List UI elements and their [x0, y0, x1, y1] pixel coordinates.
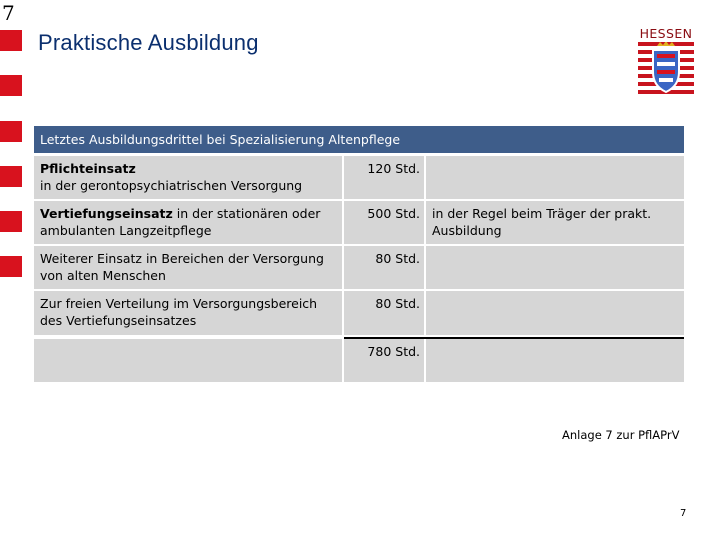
table-row-4-note [426, 291, 684, 335]
table-row-3-hours: 80 Std. [344, 246, 424, 289]
row-1-label-rest: in der gerontopsychiatrischen Versorgung [40, 178, 303, 193]
table-row-2-hours: 500 Std. [344, 201, 424, 244]
table-row-1-note [426, 156, 684, 199]
row-2-label-bold: Vertiefungseinsatz [40, 206, 173, 221]
page-title: Praktische Ausbildung [38, 30, 259, 55]
table-row-3-label: Weiterer Einsatz in Bereichen der Versorgung von alten Menschen [34, 246, 342, 289]
side-bar-6 [0, 256, 22, 277]
table-header: Letztes Ausbildungsdrittel bei Spezialisierung Altenpflege [34, 126, 684, 153]
coat-of-arms-icon [638, 42, 694, 98]
side-bar-2 [0, 75, 22, 96]
footer-note: Anlage 7 zur PflAPrV [562, 428, 680, 442]
row-1-label-bold: Pflichteinsatz [40, 161, 136, 176]
side-bar-3 [0, 121, 22, 142]
table-total-label [34, 339, 342, 382]
side-bar-5 [0, 211, 22, 232]
side-bar-1 [0, 30, 22, 51]
page-number: 7 [680, 508, 687, 519]
table-row-1-hours: 120 Std. [344, 156, 424, 199]
slide-number-top: 7 [2, 1, 15, 25]
logo-text: HESSEN [639, 26, 693, 41]
table-row-2-note: in der Regel beim Träger der prakt. Ausbildung [426, 201, 684, 244]
table-row-4-hours: 80 Std. [344, 291, 424, 335]
hessen-logo [638, 26, 694, 98]
table-row-1-label [34, 156, 342, 199]
table-total-hours: 780 Std. [344, 339, 424, 382]
side-bar-4 [0, 166, 22, 187]
row-2-label-rest: in der stationären oder ambulanten Langzeitpflege [40, 206, 321, 238]
table-total-note [426, 339, 684, 382]
table-row-2-label [34, 201, 342, 244]
table-row-4-label: Zur freien Verteilung im Versorgungsbereich des Vertiefungseinsatzes [34, 291, 342, 335]
table-row-3-note [426, 246, 684, 289]
